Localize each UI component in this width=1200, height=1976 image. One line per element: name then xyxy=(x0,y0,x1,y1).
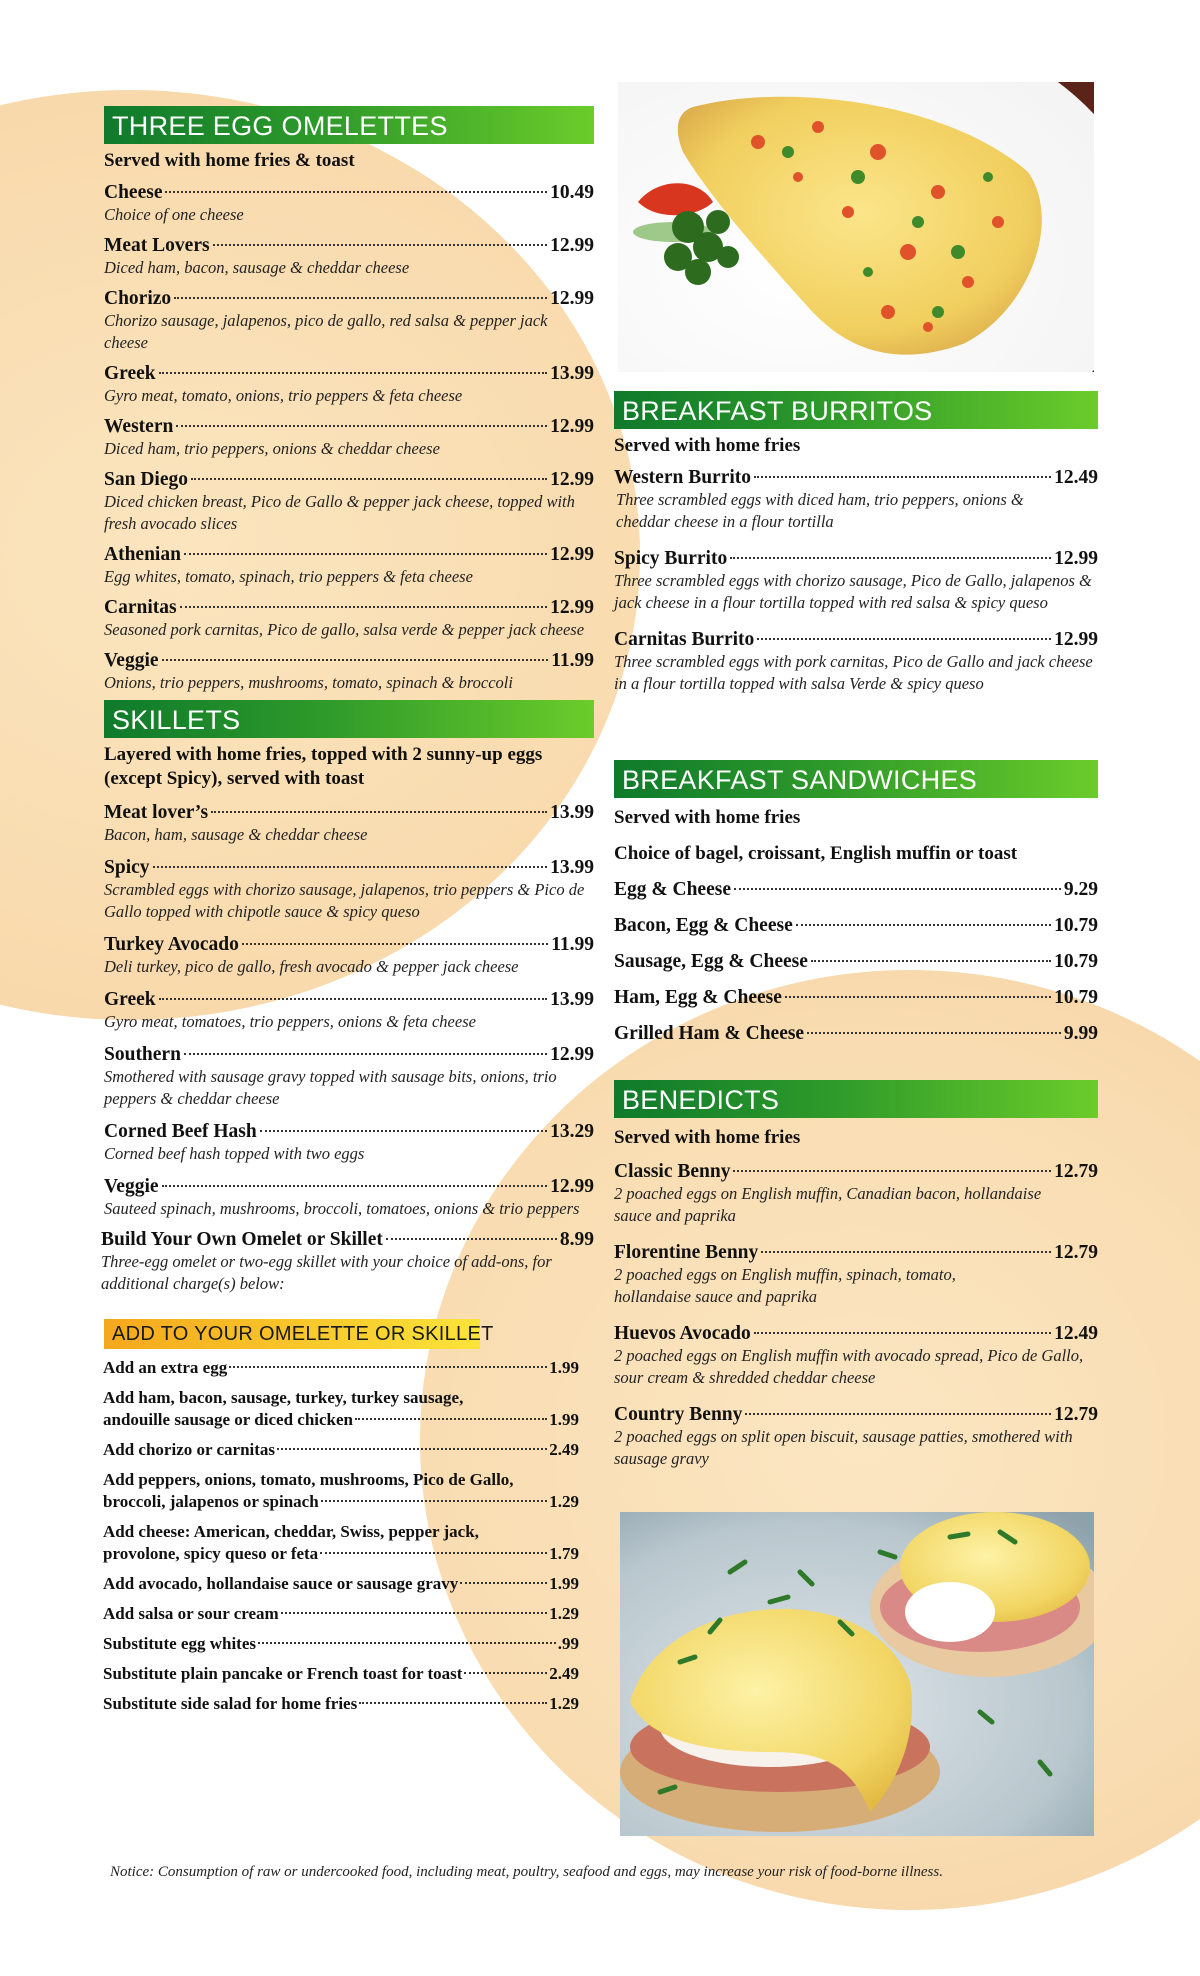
item-price: 9.99 xyxy=(1063,1023,1098,1044)
menu-item xyxy=(104,1043,594,1110)
eggs-benedict-illustration xyxy=(620,1512,1094,1836)
item-price: 10.79 xyxy=(1054,951,1098,972)
item-name: Cheese xyxy=(104,182,163,203)
item-description: Gyro meat, tomatoes, trio peppers, onions & feta cheese xyxy=(104,1012,476,1031)
item-description: Scrambled eggs with chorizo sausage, jalapenos, trio peppers & Pico de Gallo topped with chipotle sauce & spicy queso xyxy=(104,880,585,921)
addons-header: ADD TO YOUR OMELETTE OR SKILLET xyxy=(104,1319,480,1349)
item-description: Three scrambled eggs with chorizo sausage, Pico de Gallo, jalapenos & jack cheese in a flour tortilla topped with red salsa & spicy queso xyxy=(614,571,1092,612)
item-description: Deli turkey, pico de gallo, fresh avocado & pepper jack cheese xyxy=(104,957,519,976)
item-price: 12.99 xyxy=(550,469,594,490)
addon-price: 1.79 xyxy=(549,1544,579,1563)
skillets-header: SKILLETS xyxy=(104,700,594,738)
burritos-header: BREAKFAST BURRITOS xyxy=(614,391,1098,429)
item-description: Smothered with sausage gravy topped with sausage bits, onions, trio peppers & cheddar cheese xyxy=(104,1067,557,1108)
item-name: Carnitas xyxy=(104,597,177,618)
addon-item xyxy=(103,1633,579,1655)
addon-price: 1.99 xyxy=(549,1358,579,1377)
item-description: 2 poached eggs on English muffin with avocado spread, Pico de Gallo, sour cream & shredded cheddar cheese xyxy=(614,1346,1084,1387)
addon-name: broccoli, jalapenos or spinach xyxy=(103,1492,319,1511)
item-price: 13.29 xyxy=(550,1121,594,1142)
item-price: 12.99 xyxy=(1054,548,1098,569)
item-price: 12.79 xyxy=(1054,1404,1098,1425)
item-price: 12.99 xyxy=(550,288,594,309)
addon-line: Add cheese: American, cheddar, Swiss, pepper jack, xyxy=(103,1522,479,1541)
menu-item xyxy=(614,914,1098,937)
item-price: 12.49 xyxy=(1054,1323,1098,1344)
addon-name: Substitute egg whites xyxy=(103,1634,257,1653)
addon-name: Substitute plain pancake or French toast for toast xyxy=(103,1664,463,1683)
menu-item xyxy=(104,468,594,535)
addon-price: 1.29 xyxy=(549,1604,579,1623)
addons-list xyxy=(103,1357,579,1715)
item-description: Three scrambled eggs with pork carnitas, Pico de Gallo and jack cheese in a flour tortilla topped with salsa Verde & spicy queso xyxy=(614,652,1093,693)
item-description: 2 poached eggs on English muffin, Canadian bacon, hollandaise sauce and paprika xyxy=(614,1184,1042,1225)
menu-item xyxy=(614,1022,1098,1045)
menu-item xyxy=(614,1403,1098,1470)
item-name: Corned Beef Hash xyxy=(104,1121,257,1142)
item-description: Three scrambled eggs with diced ham, trio peppers, onions & cheddar cheese in a flour tortilla xyxy=(616,490,1024,531)
item-description: Diced ham, bacon, sausage & cheddar cheese xyxy=(104,258,410,277)
menu-item xyxy=(104,234,594,279)
addon-price: 2.49 xyxy=(549,1664,579,1683)
item-name: Western Burrito xyxy=(614,467,752,488)
omelette-illustration xyxy=(618,82,1094,372)
item-price: 12.99 xyxy=(550,416,594,437)
sandwiches-list xyxy=(614,878,1098,1045)
item-name: Meat lover’s xyxy=(104,802,209,823)
item-price: 12.99 xyxy=(1054,629,1098,650)
item-description: Gyro meat, tomato, onions, trio peppers & feta cheese xyxy=(104,386,463,405)
addon-price: 1.29 xyxy=(549,1492,579,1511)
sandwiches-choice: Choice of bagel, croissant, English muffin or toast xyxy=(614,843,1018,864)
benedicts-list xyxy=(614,1160,1098,1470)
item-name: Grilled Ham & Cheese xyxy=(614,1023,805,1044)
addon-item xyxy=(103,1439,579,1461)
item-name: Veggie xyxy=(104,1176,159,1197)
item-name: Classic Benny xyxy=(614,1161,731,1182)
item-name: Huevos Avocado xyxy=(614,1323,751,1344)
item-description: Three-egg omelet or two-egg skillet with your choice of add-ons, for additional charge(s) below: xyxy=(101,1252,552,1293)
menu-item xyxy=(614,628,1098,695)
item-name: Greek xyxy=(104,989,156,1010)
addon-price: 1.99 xyxy=(549,1410,579,1429)
sandwiches-header: BREAKFAST SANDWICHES xyxy=(614,760,1098,798)
omelettes-list xyxy=(104,181,594,694)
item-price: 12.99 xyxy=(550,597,594,618)
addon-item xyxy=(103,1693,579,1715)
item-description: Diced ham, trio peppers, onions & cheddar cheese xyxy=(104,439,440,458)
item-price: 12.99 xyxy=(550,544,594,565)
item-description: Diced chicken breast, Pico de Gallo & pepper jack cheese, topped with fresh avocado slices xyxy=(104,492,575,533)
item-description: 2 poached eggs on split open biscuit, sausage patties, smothered with sausage gravy xyxy=(614,1427,1073,1468)
menu-item xyxy=(101,1228,594,1295)
benedicts-subtitle: Served with home fries xyxy=(614,1127,801,1148)
item-price: 12.79 xyxy=(1054,1161,1098,1182)
left-column xyxy=(101,106,594,1715)
sandwiches-subtitle: Served with home fries xyxy=(614,807,801,828)
item-price: 10.79 xyxy=(1054,915,1098,936)
item-price: 12.49 xyxy=(1054,467,1098,488)
menu-item xyxy=(104,415,594,460)
item-description: Sauteed spinach, mushrooms, broccoli, tomatoes, onions & trio peppers xyxy=(104,1199,580,1218)
addon-item xyxy=(103,1387,579,1431)
menu-item xyxy=(104,933,594,978)
item-name: Turkey Avocado xyxy=(104,934,239,955)
menu-item xyxy=(614,466,1098,533)
right-column-sandwiches xyxy=(614,760,1098,1045)
menu-item xyxy=(614,1160,1098,1227)
addon-item xyxy=(103,1603,579,1625)
item-name: Ham, Egg & Cheese xyxy=(614,987,782,1008)
menu-item xyxy=(614,986,1098,1009)
benedict-photo xyxy=(620,1512,1094,1836)
addon-item xyxy=(103,1521,579,1565)
item-description: Seasoned pork carnitas, Pico de gallo, salsa verde & pepper jack cheese xyxy=(104,620,585,639)
addon-line: Add peppers, onions, tomato, mushrooms, Pico de Gallo, xyxy=(103,1470,514,1489)
menu-item xyxy=(104,1175,594,1220)
item-description: Choice of one cheese xyxy=(104,205,244,224)
addon-price: 2.49 xyxy=(549,1440,579,1459)
item-description: Chorizo sausage, jalapenos, pico de gallo, red salsa & pepper jack cheese xyxy=(104,311,548,352)
skillets-subtitle: Layered with home fries, topped with 2 sunny-up eggs (except Spicy), served with toast xyxy=(104,744,543,789)
right-column-burritos xyxy=(614,391,1098,695)
addon-item xyxy=(103,1573,579,1595)
item-price: 9.29 xyxy=(1063,879,1098,900)
item-name: Build Your Own Omelet or Skillet xyxy=(101,1229,383,1250)
addon-item xyxy=(103,1663,579,1685)
menu-item xyxy=(104,181,594,226)
menu-item xyxy=(104,362,594,407)
item-name: Florentine Benny xyxy=(614,1242,759,1263)
item-price: 10.79 xyxy=(1054,987,1098,1008)
item-price: 11.99 xyxy=(551,650,594,671)
menu-item xyxy=(104,988,594,1033)
menu-item xyxy=(614,1241,1098,1308)
addon-line: Add ham, bacon, sausage, turkey, turkey sausage, xyxy=(103,1388,464,1407)
item-name: Sausage, Egg & Cheese xyxy=(614,951,808,972)
item-name: Spicy Burrito xyxy=(614,548,728,569)
item-name: Egg & Cheese xyxy=(614,879,731,900)
item-name: Spicy xyxy=(104,857,150,878)
addon-item xyxy=(103,1469,579,1513)
menu-item xyxy=(104,287,594,354)
item-price: 8.99 xyxy=(559,1229,594,1250)
item-name: Athenian xyxy=(104,544,181,565)
addon-name: provolone, spicy queso or feta xyxy=(103,1544,319,1563)
item-price: 12.99 xyxy=(550,1176,594,1197)
addon-price: 1.99 xyxy=(549,1574,579,1593)
omelettes-subtitle: Served with home fries & toast xyxy=(104,150,355,171)
addon-name: Add salsa or sour cream xyxy=(103,1604,279,1623)
item-price: 13.99 xyxy=(550,989,594,1010)
item-name: Carnitas Burrito xyxy=(614,629,755,650)
menu-item xyxy=(104,1120,594,1165)
burritos-subtitle: Served with home fries xyxy=(614,435,801,456)
item-price: 13.99 xyxy=(550,857,594,878)
food-safety-notice: Notice: Consumption of raw or undercooked food, including meat, poultry, seafood and eggs, may increase your risk of food-borne illness. xyxy=(110,1864,943,1880)
item-name: Bacon, Egg & Cheese xyxy=(614,915,793,936)
addon-name: Substitute side salad for home fries xyxy=(103,1694,358,1713)
item-price: 10.49 xyxy=(550,182,594,203)
addon-item xyxy=(103,1357,579,1379)
addon-price: 1.29 xyxy=(549,1694,579,1713)
item-name: Chorizo xyxy=(104,288,172,309)
skillets-list xyxy=(101,801,594,1295)
menu-item xyxy=(104,801,594,846)
menu-item xyxy=(104,543,594,588)
addon-name: andouille sausage or diced chicken xyxy=(103,1410,353,1429)
item-description: Egg whites, tomato, spinach, trio peppers & feta cheese xyxy=(104,567,473,586)
item-description: Bacon, ham, sausage & cheddar cheese xyxy=(104,825,368,844)
menu-item xyxy=(614,878,1098,901)
item-name: San Diego xyxy=(104,469,188,490)
addon-name: Add chorizo or carnitas xyxy=(103,1440,276,1459)
item-description: Onions, trio peppers, mushrooms, tomato, spinach & broccoli xyxy=(104,673,513,692)
item-name: Veggie xyxy=(104,650,159,671)
item-description: Corned beef hash topped with two eggs xyxy=(104,1144,365,1163)
addon-price: .99 xyxy=(557,1634,579,1653)
menu-item xyxy=(104,649,594,694)
omelettes-header: THREE EGG OMELETTES xyxy=(104,106,594,144)
item-price: 13.99 xyxy=(550,802,594,823)
item-price: 13.99 xyxy=(550,363,594,384)
menu-item xyxy=(104,856,594,923)
item-name: Western xyxy=(104,416,174,437)
item-name: Southern xyxy=(104,1044,181,1065)
omelette-photo xyxy=(618,82,1094,372)
menu-item xyxy=(614,547,1098,614)
item-price: 12.99 xyxy=(550,235,594,256)
item-name: Meat Lovers xyxy=(104,235,210,256)
benedicts-header: BENEDICTS xyxy=(614,1080,1098,1118)
menu-item xyxy=(104,596,594,641)
item-description: 2 poached eggs on English muffin, spinach, tomato, hollandaise sauce and paprika xyxy=(614,1265,956,1306)
item-name: Country Benny xyxy=(614,1404,743,1425)
right-column-benedicts xyxy=(614,1080,1098,1470)
item-name: Greek xyxy=(104,363,156,384)
menu-item xyxy=(614,950,1098,973)
addon-name: Add an extra egg xyxy=(103,1358,228,1377)
addon-name: Add avocado, hollandaise sauce or sausage gravy xyxy=(103,1574,459,1593)
item-price: 12.79 xyxy=(1054,1242,1098,1263)
menu-item xyxy=(614,1322,1098,1389)
burritos-list xyxy=(614,466,1098,695)
item-price: 11.99 xyxy=(551,934,594,955)
item-price: 12.99 xyxy=(550,1044,594,1065)
